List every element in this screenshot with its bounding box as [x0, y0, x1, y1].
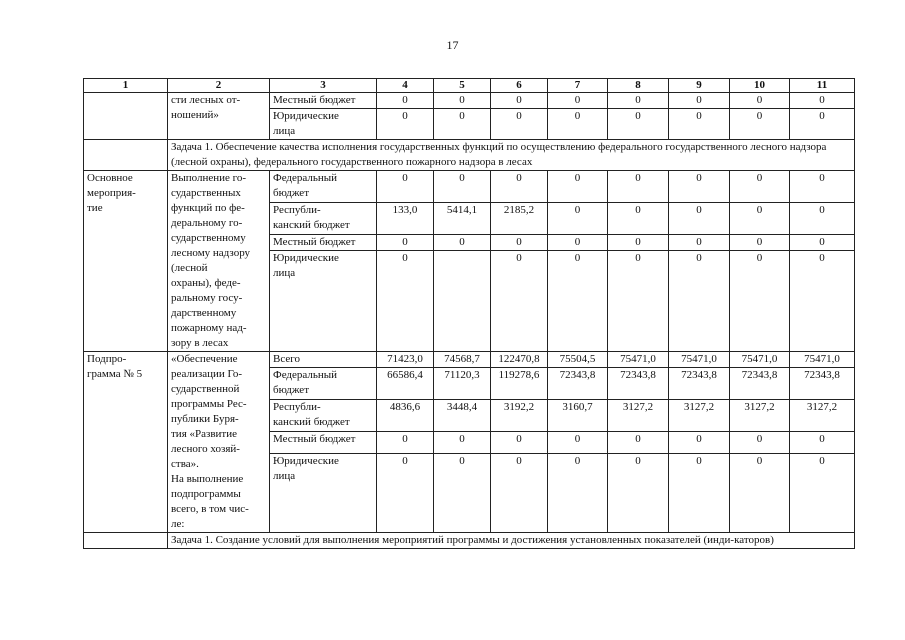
budget-table — [83, 78, 855, 549]
value-cell: 0 — [548, 171, 608, 203]
value-cell: 0 — [730, 109, 790, 140]
value-cell: 0 — [669, 234, 730, 250]
page-number: 17 — [446, 38, 459, 52]
value-cell: 0 — [669, 432, 730, 454]
value-cell: 75471,0 — [608, 352, 669, 368]
funding-source-cell: Федеральный бюджет — [270, 368, 377, 400]
value-cell: 72343,8 — [790, 368, 855, 400]
value-cell: 0 — [669, 93, 730, 109]
funding-source-cell: Федеральный бюджет — [270, 171, 377, 203]
value-cell: 0 — [377, 251, 434, 352]
value-cell: 4836,6 — [377, 400, 434, 432]
funding-source-cell: Юридические лица — [270, 251, 377, 352]
value-cell: 0 — [608, 234, 669, 250]
value-cell: 72343,8 — [730, 368, 790, 400]
funding-source-cell: Местный бюджет — [270, 432, 377, 454]
task-text-cell: Задача 1. Обеспечение качества исполнения государственных функций по осуществлению федерального государственного лесного надзора (лесной охраны), федерального государственного пожарного надзора в лесах — [168, 140, 855, 171]
value-cell: 0 — [491, 93, 548, 109]
value-cell: 66586,4 — [377, 368, 434, 400]
value-cell: 119278,6 — [491, 368, 548, 400]
funding-source-cell: Местный бюджет — [270, 93, 377, 109]
value-cell: 0 — [491, 453, 548, 532]
value-cell: 0 — [548, 432, 608, 454]
row-description-cell: сти лесных от- ношений» — [168, 93, 270, 140]
value-cell: 0 — [790, 453, 855, 532]
value-cell: 122470,8 — [491, 352, 548, 368]
value-cell: 3160,7 — [548, 400, 608, 432]
value-cell: 0 — [730, 93, 790, 109]
funding-source-cell: Местный бюджет — [270, 234, 377, 250]
task-blank-cell — [84, 140, 168, 171]
value-cell: 0 — [608, 202, 669, 234]
row-type-cell — [84, 93, 168, 140]
task-text-cell: Задача 1. Создание условий для выполнения мероприятий программы и достижения установленных показателей (инди-каторов) — [168, 533, 855, 549]
value-cell: 71423,0 — [377, 352, 434, 368]
column-header: 3 — [270, 79, 377, 93]
value-cell: 0 — [730, 234, 790, 250]
value-cell: 0 — [434, 234, 491, 250]
value-cell: 0 — [669, 171, 730, 203]
value-cell: 0 — [377, 109, 434, 140]
value-cell: 0 — [491, 171, 548, 203]
value-cell: 0 — [548, 109, 608, 140]
value-cell: 0 — [548, 251, 608, 352]
value-cell: 2185,2 — [491, 202, 548, 234]
value-cell: 0 — [608, 453, 669, 532]
value-cell: 0 — [434, 453, 491, 532]
value-cell: 0 — [790, 234, 855, 250]
value-cell: 0 — [608, 93, 669, 109]
column-header: 4 — [377, 79, 434, 93]
value-cell: 0 — [730, 432, 790, 454]
task-row — [84, 140, 855, 171]
value-cell: 0 — [669, 453, 730, 532]
value-cell: 75471,0 — [790, 352, 855, 368]
value-cell: 0 — [377, 453, 434, 532]
value-cell: 0 — [790, 202, 855, 234]
value-cell: 0 — [548, 202, 608, 234]
value-cell: 0 — [790, 251, 855, 352]
column-header: 7 — [548, 79, 608, 93]
value-cell: 0 — [669, 202, 730, 234]
value-cell: 0 — [548, 234, 608, 250]
value-cell: 3127,2 — [608, 400, 669, 432]
value-cell: 0 — [377, 234, 434, 250]
value-cell: 0 — [608, 171, 669, 203]
task-row — [84, 533, 855, 549]
value-cell: 0 — [730, 251, 790, 352]
value-cell: 0 — [548, 93, 608, 109]
value-cell: 3192,2 — [491, 400, 548, 432]
value-cell: 72343,8 — [548, 368, 608, 400]
value-cell: 0 — [491, 432, 548, 454]
value-cell: 0 — [491, 234, 548, 250]
column-header: 8 — [608, 79, 669, 93]
value-cell: 0 — [608, 432, 669, 454]
column-header: 11 — [790, 79, 855, 93]
table-row — [84, 93, 855, 109]
value-cell: 0 — [730, 202, 790, 234]
value-cell: 0 — [730, 171, 790, 203]
value-cell: 3127,2 — [730, 400, 790, 432]
row-type-cell: Основное мероприя- тие — [84, 171, 168, 352]
value-cell: 72343,8 — [608, 368, 669, 400]
value-cell: 75504,5 — [548, 352, 608, 368]
value-cell: 0 — [377, 171, 434, 203]
header-row — [84, 79, 855, 93]
funding-source-cell: Республи- канский бюджет — [270, 202, 377, 234]
value-cell: 0 — [434, 109, 491, 140]
value-cell: 0 — [434, 171, 491, 203]
row-description-cell: «Обеспечение реализации Го- сударственной программы Рес- публики Буря- тия «Развитие лесного хозяй- ства». На выполнение подпрограммы всего, в том чис- ле: — [168, 352, 270, 533]
value-cell: 0 — [790, 93, 855, 109]
value-cell: 0 — [434, 93, 491, 109]
column-header: 1 — [84, 79, 168, 93]
table-row — [84, 171, 855, 203]
value-cell: 3448,4 — [434, 400, 491, 432]
value-cell: 74568,7 — [434, 352, 491, 368]
funding-source-cell: Всего — [270, 352, 377, 368]
value-cell: 0 — [669, 251, 730, 352]
value-cell: 0 — [790, 432, 855, 454]
value-cell: 0 — [790, 171, 855, 203]
funding-source-cell: Юридические лица — [270, 453, 377, 532]
value-cell: 75471,0 — [669, 352, 730, 368]
column-header: 9 — [669, 79, 730, 93]
value-cell: 0 — [377, 432, 434, 454]
value-cell: 133,0 — [377, 202, 434, 234]
value-cell: 0 — [491, 109, 548, 140]
value-cell: 5414,1 — [434, 202, 491, 234]
funding-source-cell: Юридические лица — [270, 109, 377, 140]
table-row — [84, 352, 855, 368]
value-cell: 0 — [377, 93, 434, 109]
value-cell: 3127,2 — [790, 400, 855, 432]
row-description-cell: Выполнение го- сударственных функций по фе- деральному го- сударственному лесному надзору (лесной охраны), феде- ральному госу- дарственному пожарному над- зору в лесах — [168, 171, 270, 352]
value-cell: 0 — [608, 109, 669, 140]
value-cell: 75471,0 — [730, 352, 790, 368]
value-cell: 0 — [548, 453, 608, 532]
column-header: 10 — [730, 79, 790, 93]
task-blank-cell — [84, 533, 168, 549]
row-type-cell: Подпро- грамма № 5 — [84, 352, 168, 533]
column-header: 6 — [491, 79, 548, 93]
value-cell: 71120,3 — [434, 368, 491, 400]
value-cell — [434, 251, 491, 352]
value-cell: 0 — [790, 109, 855, 140]
value-cell: 3127,2 — [669, 400, 730, 432]
value-cell: 72343,8 — [669, 368, 730, 400]
column-header: 2 — [168, 79, 270, 93]
column-header: 5 — [434, 79, 491, 93]
value-cell: 0 — [434, 432, 491, 454]
value-cell: 0 — [730, 453, 790, 532]
funding-source-cell: Республи- канский бюджет — [270, 400, 377, 432]
value-cell: 0 — [669, 109, 730, 140]
value-cell: 0 — [491, 251, 548, 352]
value-cell: 0 — [608, 251, 669, 352]
